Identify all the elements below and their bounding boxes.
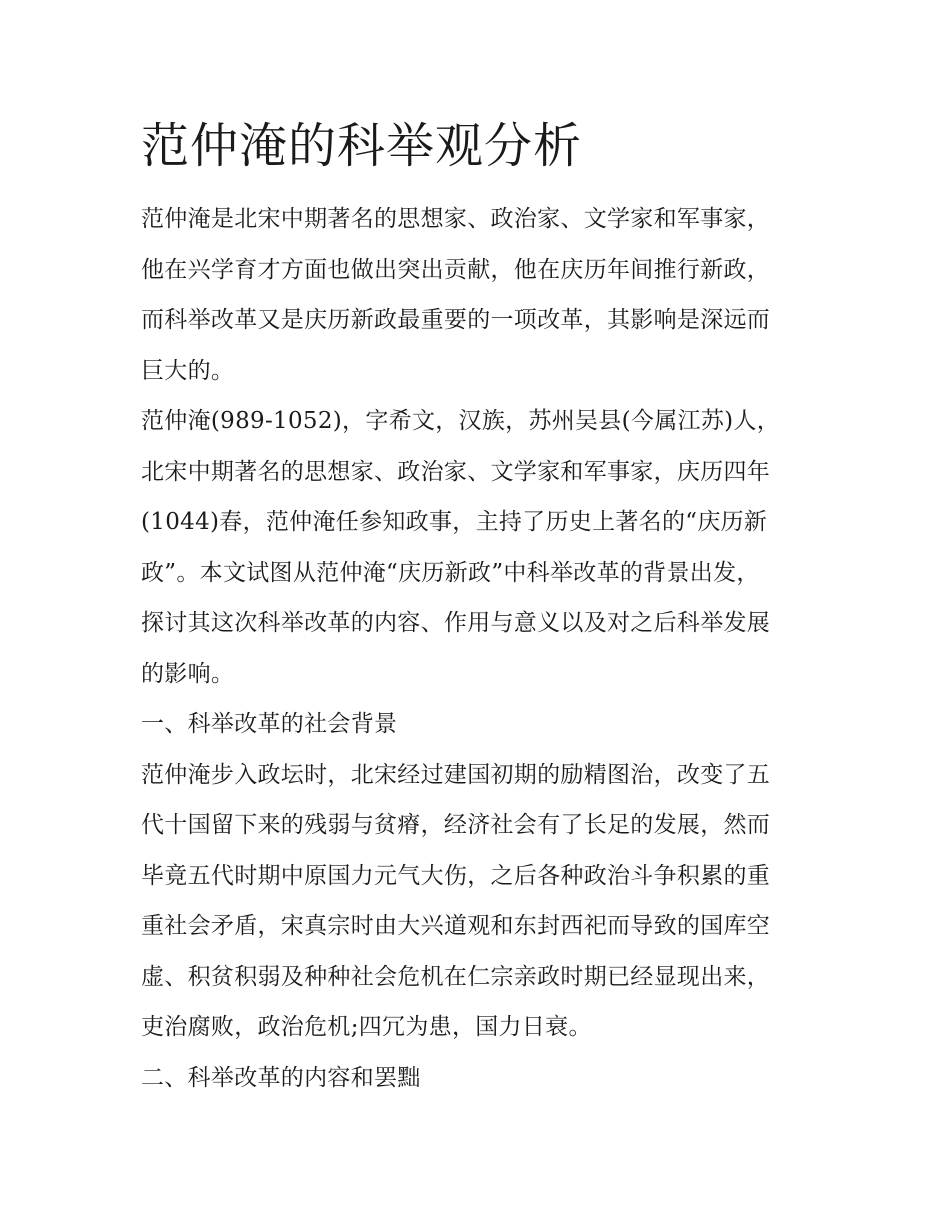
text-line: 虚、积贫积弱及种种社会危机在仁宗亲政时期已经显现出来， — [141, 963, 771, 990]
text-line: 北宋中期著名的思想家、政治家、文学家和军事家，庆历四年 — [141, 458, 771, 485]
text-line: 代十国留下来的残弱与贫瘠，经济社会有了长足的发展，然而 — [141, 812, 771, 838]
text-line: 而科举改革又是庆历新政最重要的一项改革，其影响是深远而 — [141, 307, 771, 333]
text-line: 他在兴学育才方面也做出突出贡献，他在庆历年间推行新政， — [141, 256, 771, 283]
section-heading-text: 一、科举改革的社会背景 — [141, 711, 398, 737]
intro-paragraph — [141, 194, 821, 396]
text-line: 范仲淹步入政坛时，北宋经过建国初期的励精图治，改变了五 — [141, 761, 771, 788]
text-line: (1044)春，范仲淹任参知政事，主持了历史上著名的“庆历新 — [141, 509, 768, 535]
text-line: 范仲淹(989-1052)，字希文，汉族，苏州吴县(今属江苏)人， — [141, 408, 780, 434]
biography-paragraph — [141, 396, 821, 699]
text-line: 政”。本文试图从范仲淹“庆历新政”中科举改革的背景出发， — [141, 559, 760, 586]
section-heading-2 — [141, 1053, 821, 1104]
text-line: 毕竟五代时期中原国力元气大伤，之后各种政治斗争积累的重 — [141, 862, 771, 889]
text-line: 探讨其这次科举改革的内容、作用与意义以及对之后科举发展 — [141, 610, 771, 636]
text-line: 的影响。 — [141, 660, 235, 687]
text-line: 巨大的。 — [141, 357, 235, 384]
document-title: 范仲淹的科举观分析 — [141, 118, 583, 174]
section-heading-text: 二、科举改革的内容和罢黜 — [141, 1064, 421, 1091]
background-paragraph — [141, 750, 821, 1053]
document-page — [141, 112, 821, 1103]
text-line: 范仲淹是北宋中期著名的思想家、政治家、文学家和军事家， — [141, 206, 771, 232]
text-line: 重社会矛盾，宋真宗时由大兴道观和东封西祀而导致的国库空 — [141, 913, 771, 939]
section-heading-1 — [141, 699, 821, 750]
text-line: 吏治腐败，政治危机;四冗为患，国力日衰。 — [141, 1014, 592, 1040]
